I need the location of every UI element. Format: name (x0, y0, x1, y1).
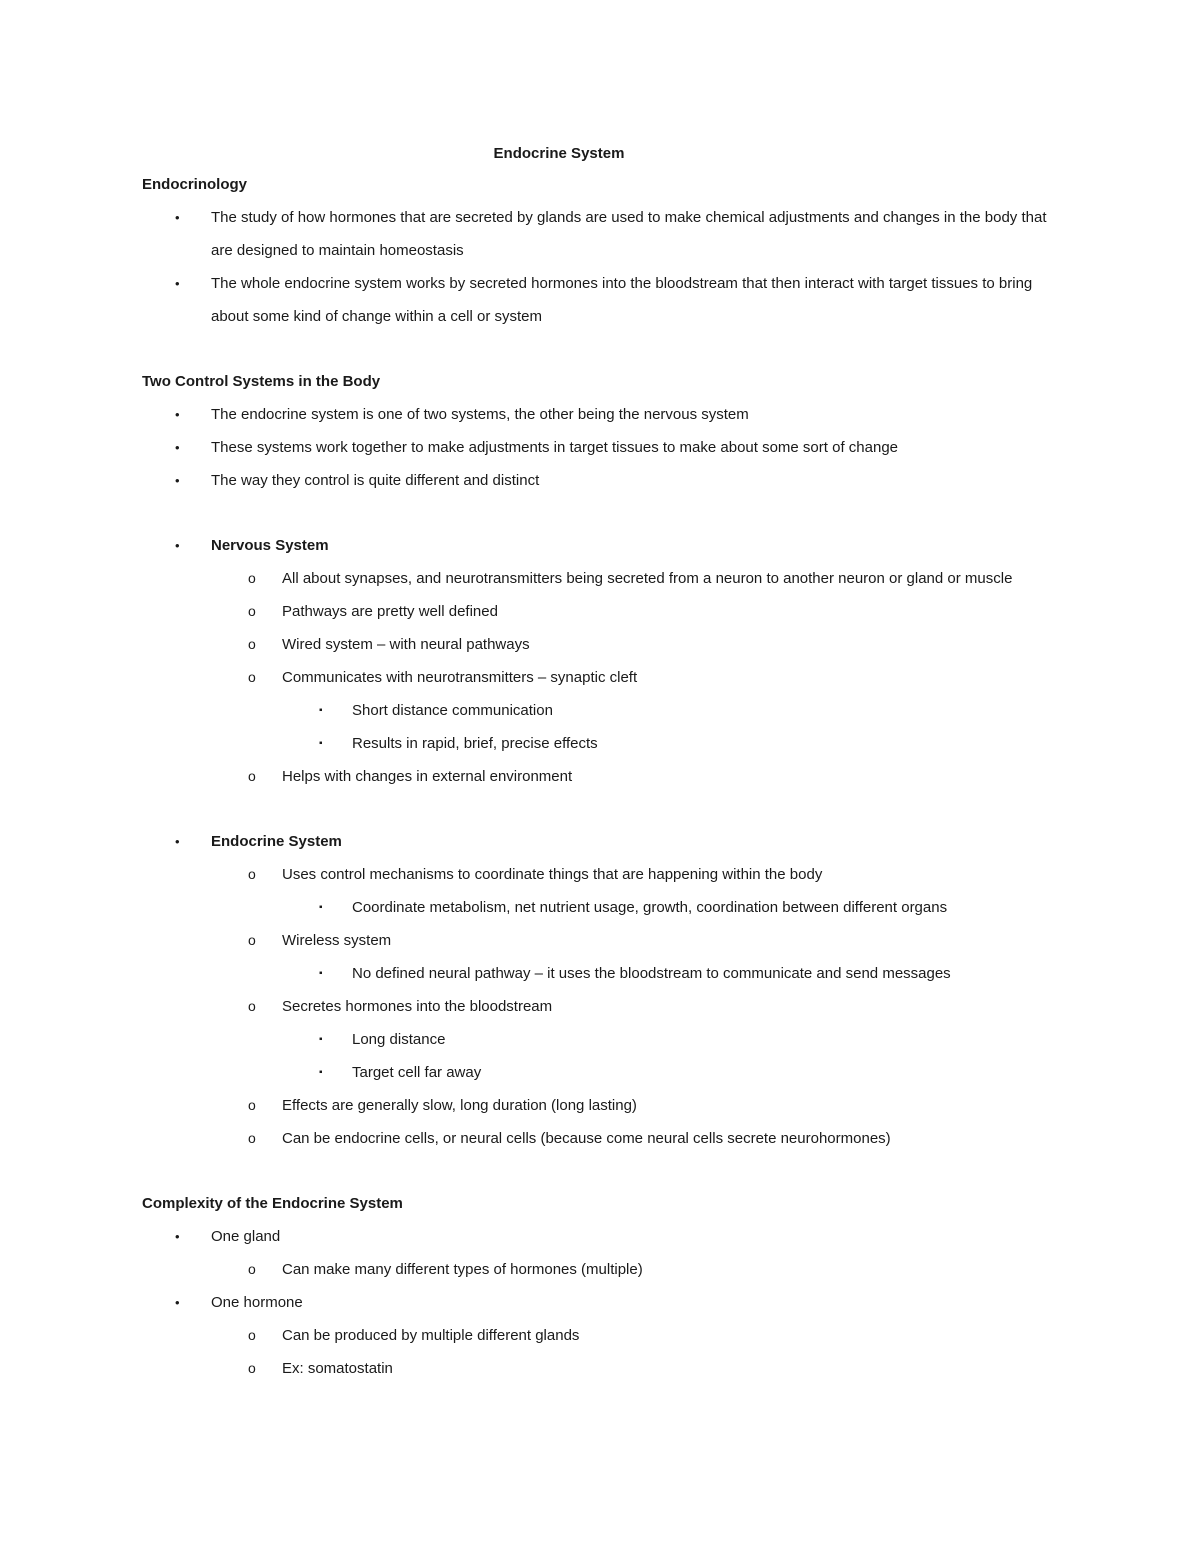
page-title: Endocrine System (493, 145, 625, 162)
list-item (142, 398, 1062, 431)
circle-marker: o (248, 1360, 256, 1376)
bullet-marker: • (175, 1229, 180, 1244)
list-item (142, 628, 1062, 661)
list-complexity-1 (142, 1220, 1062, 1253)
list-item (142, 727, 1062, 760)
list-item-text: The study of how hormones that are secreted by glands are used to make chemical adjustments and changes in the body that are designed to maintain homeostasis (211, 209, 1047, 259)
list-item-text: Short distance communication (352, 702, 553, 719)
bullet-marker: • (175, 473, 180, 488)
list-item-text: Can be endocrine cells, or neural cells (because come neural cells secrete neurohormones) (282, 1130, 891, 1147)
list-item-text: Wired system – with neural pathways (282, 636, 530, 653)
square-marker: ▪ (319, 705, 323, 716)
list-endocrinology (142, 201, 1062, 333)
list-item (142, 957, 1062, 990)
circle-marker: o (248, 1097, 256, 1113)
list-item (142, 595, 1062, 628)
list-item-text: Can be produced by multiple different glands (282, 1327, 580, 1344)
document-body (142, 140, 1062, 1385)
sublist-endocrine-4 (142, 1089, 1062, 1155)
list-item (142, 1089, 1062, 1122)
list-item (142, 267, 1062, 333)
list-item-text: The endocrine system is one of two systems, the other being the nervous system (211, 406, 749, 423)
square-marker: ▪ (319, 738, 323, 749)
circle-marker: o (248, 998, 256, 1014)
list-item-text: Coordinate metabolism, net nutrient usage, growth, coordination between different organs (352, 899, 948, 916)
circle-marker: o (248, 768, 256, 784)
list-item-text: Secretes hormones into the bloodstream (282, 998, 553, 1015)
nervous-system-label: Nervous System (211, 537, 329, 554)
sublist-complexity-1 (142, 1253, 1062, 1286)
bullet-marker: • (175, 407, 180, 422)
list-item-text: No defined neural pathway – it uses the bloodstream to communicate and send messages (352, 965, 951, 982)
list-item (142, 694, 1062, 727)
heading-control-systems: Two Control Systems in the Body (142, 373, 381, 390)
circle-marker: o (248, 636, 256, 652)
list-item (142, 1253, 1062, 1286)
bullet-marker: • (175, 834, 180, 849)
circle-marker: o (248, 570, 256, 586)
circle-marker: o (248, 1327, 256, 1343)
list-item (142, 760, 1062, 793)
spacer (142, 497, 1062, 529)
circle-marker: o (248, 669, 256, 685)
list-complexity-2 (142, 1286, 1062, 1319)
list-item (142, 431, 1062, 464)
heading-endocrinology: Endocrinology (142, 176, 247, 193)
square-marker: ▪ (319, 1067, 323, 1078)
subsublist-nervous-system (142, 694, 1062, 760)
list-item (142, 825, 1062, 858)
sublist-endocrine-1 (142, 858, 1062, 891)
list-item (142, 1220, 1062, 1253)
subsublist-endocrine-2 (142, 957, 1062, 990)
list-item-text: These systems work together to make adjustments in target tissues to make about some sort of change (211, 439, 898, 456)
square-marker: ▪ (319, 1034, 323, 1045)
circle-marker: o (248, 1130, 256, 1146)
spacer (142, 1155, 1062, 1187)
list-item (142, 891, 1062, 924)
circle-marker: o (248, 1261, 256, 1277)
list-item-text: Target cell far away (352, 1064, 482, 1081)
list-item-text: Effects are generally slow, long duration (long lasting) (282, 1097, 637, 1114)
list-control-systems (142, 398, 1062, 497)
sublist-complexity-2 (142, 1319, 1062, 1385)
spacer (142, 793, 1062, 825)
list-item-text: Wireless system (282, 932, 392, 949)
square-marker: ▪ (319, 902, 323, 913)
bullet-marker: • (175, 276, 180, 291)
list-item (142, 464, 1062, 497)
list-item (142, 924, 1062, 957)
list-item (142, 1352, 1062, 1385)
list-item-text: All about synapses, and neurotransmitters being secreted from a neuron to another neuron or gland or muscle (282, 570, 1013, 587)
list-item-text: Can make many different types of hormones (multiple) (282, 1261, 643, 1278)
list-item-text: Ex: somatostatin (282, 1360, 393, 1377)
bullet-marker: • (175, 538, 180, 553)
list-item-text: Communicates with neurotransmitters – synaptic cleft (282, 669, 638, 686)
list-item (142, 858, 1062, 891)
sublist-nervous-system-end (142, 760, 1062, 793)
list-item (142, 1056, 1062, 1089)
bullet-marker: • (175, 440, 180, 455)
endocrine-system-label: Endocrine System (211, 833, 342, 850)
square-marker: ▪ (319, 968, 323, 979)
circle-marker: o (248, 603, 256, 619)
list-item (142, 1023, 1062, 1056)
list-item-text: Results in rapid, brief, precise effects (352, 735, 598, 752)
list-item (142, 201, 1062, 267)
list-item (142, 1319, 1062, 1352)
list-item (142, 1286, 1062, 1319)
list-nervous-system (142, 529, 1062, 562)
list-item-text: Pathways are pretty well defined (282, 603, 498, 620)
circle-marker: o (248, 932, 256, 948)
list-item-text: One gland (211, 1228, 281, 1245)
spacer (142, 333, 1062, 365)
subsublist-endocrine-3 (142, 1023, 1062, 1089)
bullet-marker: • (175, 210, 180, 225)
list-item (142, 529, 1062, 562)
list-item-text: One hormone (211, 1294, 303, 1311)
heading-complexity: Complexity of the Endocrine System (142, 1195, 403, 1212)
list-item (142, 1122, 1062, 1155)
list-item-text: Helps with changes in external environment (282, 768, 573, 785)
list-item-text: The whole endocrine system works by secreted hormones into the bloodstream that then interact with target tissues to bring about some kind of change within a cell or system (211, 275, 1033, 325)
subsublist-endocrine-1 (142, 891, 1062, 924)
list-item-text: Uses control mechanisms to coordinate things that are happening within the body (282, 866, 823, 883)
sublist-nervous-system (142, 562, 1062, 694)
bullet-marker: • (175, 1295, 180, 1310)
circle-marker: o (248, 866, 256, 882)
list-item-text: Long distance (352, 1031, 446, 1048)
list-item-text: The way they control is quite different and distinct (211, 472, 540, 489)
sublist-endocrine-2 (142, 924, 1062, 957)
list-item (142, 990, 1062, 1023)
list-endocrine-system (142, 825, 1062, 858)
list-item (142, 661, 1062, 694)
sublist-endocrine-3 (142, 990, 1062, 1023)
list-item (142, 562, 1062, 595)
